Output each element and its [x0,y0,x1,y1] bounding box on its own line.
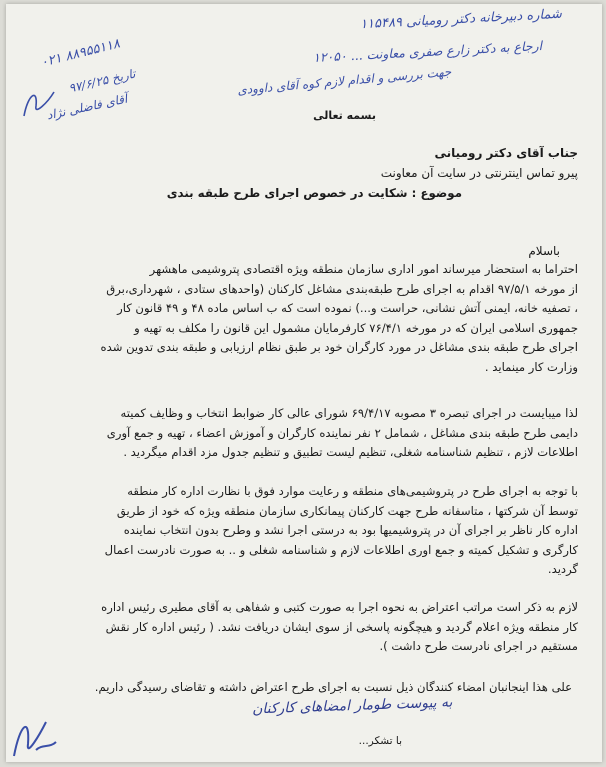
paragraph-4 [24,598,578,657]
paragraph-4-line-3: مستقیم در اجرای نادرست طرح داشت ). [379,639,578,653]
handwritten-mark-scribble [18,82,68,122]
handwritten-referral-name: آقای فاضلی نژاد [45,91,129,123]
handwritten-phone: ۰۲۱ ۸۸۹۵۵۱۱۸ [39,36,122,71]
reference-line: پیرو تماس اینترنتی در سایت آن معاونت [380,166,578,180]
paragraph-1-line-3: ، تصفیه خانه، ایمنی آتش نشانی، حراست و...) نموده است که ب اساس ماده ۴۸ و ۴۹ قانون کار [117,301,578,315]
closing-line: علی هذا اینجانبان امضاء کنندگان ذیل نسبت به اجرای طرح اعتراض داشته و تقاضای رسیدگی داریم. [94,680,572,694]
handwritten-signature-note: به پیوست طومار امضاهای کارکنان [251,694,453,718]
recipient-line: جناب آقای دکتر رومیانی [434,146,578,160]
thanks-line: با تشکر... [358,735,402,747]
paragraph-2-line-2: دایمی طرح طبقه بندی مشاغل ، شمامل ۲ نفر نماینده کارگران و آموزش اعضاء ، تهیه و جمع آوری [106,425,578,440]
handwritten-initials-scribble [6,704,66,762]
greeting: باسلام [528,244,560,258]
subject-line: موضوع : شکایت در خصوص اجرای طرح طبقه بندی [166,186,462,200]
handwritten-note-line1: شماره دبیرخانه دکتر رومیانی ۱۱۵۴۸۹ [359,6,563,33]
paragraph-3-line-5: گردید. [547,562,578,576]
paragraph-3-line-1: با توجه به اجرای طرح در پتروشیمی‌های منطقه و رعایت موارد فوق با نظارت اداره کار منطقه [127,484,578,498]
paragraph-1-line-2: از مورخه ۹۷/۵/۱ اقدام به اجرای طرح طبقه‌بندی مشاغل کارکنان (واحدهای ستادی ، شهرداری،برق [106,281,578,296]
handwritten-note-line2: ارجاع به دکتر زارع صفری معاونت ... ۱۲۰۵۰ [312,38,543,65]
paragraph-1-line-6: وزارت کار مینماید . [484,359,578,374]
paragraph-2-line-1: لذا میبایست در اجرای تبصره ۳ مصوبه ۶۹/۴/۱۷ شورای عالی کار ضوابط انتخاب و وظایف کمیته [120,406,578,420]
paragraph-1 [24,260,578,377]
paragraph-4-line-2: کار منطقه ویژه اعلام گردید و هیچگونه پاسخی از سوی ایشان دریافت نشد. ( رئیس اداره کار نقش [105,619,578,634]
paragraph-2-line-3: اطلاعات لازم ، تنظیم شناسنامه شغلی، تنظیم لیست تطبیق و تنظیم جدول مزد اقدام میگردید . [123,445,578,459]
handwritten-date: ۹۷/۶/۲۵ تاریخ [67,66,137,96]
paragraph-1-line-1: احتراما به استحضار میرساند امور اداری سازمان منطقه ویژه اقتصادی پتروشیمی ماهشهر [149,262,578,276]
paragraph-3 [24,482,578,580]
letter-heading: بسمه تعالی [313,109,376,122]
letter-sheet [6,4,602,762]
paragraph-2 [24,404,578,463]
paragraph-3-line-3: اداره کار ناظر بر اجرای آن در پتروشیمیها بود به درستی اجرا نشد و وطرح بدون انتخاب نماینده [123,523,578,537]
handwritten-note-line3: جهت بررسی و اقدام لازم کوه آقای داوودی [237,64,453,98]
paragraph-1-line-4: جمهوری اسلامی ایران که در مورخه ۷۶/۴/۱ کارفرمایان مشمول این قانون را مکلف به تهیه و [134,320,578,335]
paragraph-3-line-2: توسط آن شرکتها ، متاسفانه طرح جهت کارکنان پیمانکاری سازمان منطقه ویژه که خود از طریق [116,503,578,518]
paragraph-4-line-1: لازم به ذکر است مراتب اعتراض به نحوه اجرا به صورت کتبی و شفاهی به آقای مطیری رئیس اداره [101,600,578,614]
paragraph-1-line-5: اجرای طرح طبقه بندی مشاغل در مورد کارگران خود بر طبق نظام ارزیابی و طبقه بندی تدوین شده [100,340,578,354]
paragraph-3-line-4: کارگری و تشکیل کمیته و جمع اوری اطلاعات لازم و شناسنامه شغلی و .. به صورت نادرست اعمال [104,542,578,557]
